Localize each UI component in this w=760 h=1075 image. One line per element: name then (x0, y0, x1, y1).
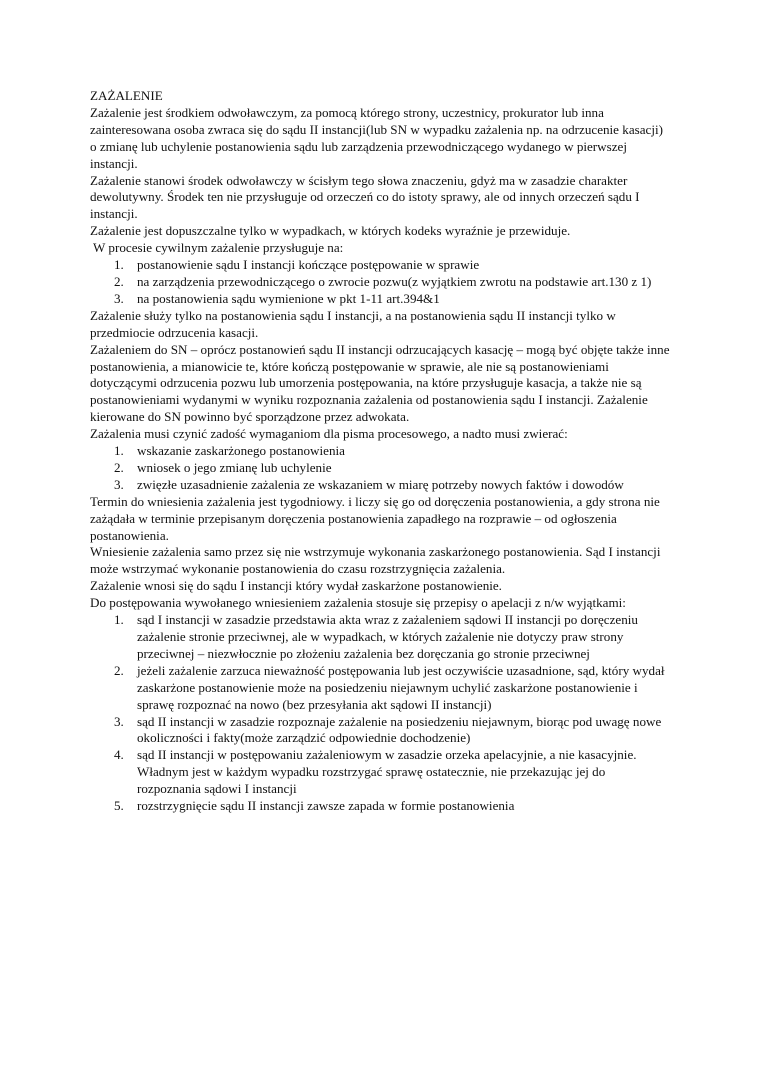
list-text: postanowienie sądu I instancji kończące postępowanie w sprawie (137, 257, 480, 273)
list-text: wniosek o jego zmianę lub uchylenie (137, 459, 332, 475)
list-item (90, 747, 670, 798)
list-item (90, 291, 670, 308)
list-number: 3. (114, 476, 124, 492)
document-page (90, 88, 670, 815)
paragraph-scope: Zażalenie służy tylko na postanowienia sądu I instancji, a na postanowienia sądu II instancji tylko w przedmiocie odrzucenia kasacji. (90, 307, 616, 340)
paragraph-supreme-court: Zażaleniem do SN – oprócz postanowień sądu II instancji odrzucających kasację – mogą być objęte także inne postanowienia, a mianowicie te, które kończą postępowanie w sprawie, ale nie są postanowieniami dotyczącymi odrzucenia pozwu lub umorzenia postępowania, na które przysługuje kasacja, a także nie są postanowieniami wydanymi w wyniku rozpoznania zażalenia od postanowienia sądu I instancji. Zażalenie kierowane do SN powinno być sporządzone przez adwokata. (90, 341, 670, 425)
list-item (90, 798, 670, 815)
list-text: sąd I instancji w zasadzie przedstawia akta wraz z zażaleniem sądowi II instancji po doręczeniu zażalenie stronie przeciwnej, ale w wypadkach, w których zażalenie nie dotyczy praw strony przeciwnej – niezwłocznie po złożeniu zażalenia bez doręczania go stronie przeciwnej (137, 612, 638, 661)
list-requirements (90, 443, 670, 494)
list-item (90, 257, 670, 274)
paragraph-filing: Zażalenie wnosi się do sądu I instancji który wydał zaskarżone postanowienie. (90, 578, 502, 594)
list-item (90, 612, 670, 663)
document-title: ZAŻALENIE (90, 88, 163, 103)
paragraph-suspension: Wniesienie zażalenia samo przez się nie wstrzymuje wykonania zaskarżonego postanowienia. Sąd I instancji może wstrzymać wykonanie postanowienia do czasu rozstrzygnięcia zażalenia. (90, 544, 661, 577)
list-appealable-decisions (90, 257, 670, 308)
list-number: 1. (114, 612, 124, 628)
list-item (90, 460, 670, 477)
list-number: 5. (114, 798, 124, 814)
list-item (90, 443, 670, 460)
list-item (90, 714, 670, 748)
list-number: 3. (114, 290, 124, 306)
paragraph-civil-process-intro: W procesie cywilnym zażalenie przysługuje na: (90, 240, 344, 256)
list-text: zwięzłe uzasadnienie zażalenia ze wskazaniem w miarę potrzeby nowych faktów i dowodów (137, 476, 624, 492)
list-number: 2. (114, 273, 124, 289)
list-item (90, 477, 670, 494)
list-item (90, 274, 670, 291)
list-number: 4. (114, 747, 124, 763)
list-number: 1. (114, 257, 124, 273)
list-text: na postanowienia sądu wymienione w pkt 1-11 art.394&1 (137, 290, 440, 306)
list-number: 2. (114, 662, 124, 678)
paragraph-character: Zażalenie stanowi środek odwoławczy w ścisłym tego słowa znaczeniu, gdyż ma w zasadzie charakter dewolutywny. Środek ten nie przysługuje od orzeczeń co do istoty sprawy, ale od innych orzeczeń sądu I instancji. (90, 172, 640, 222)
list-item (90, 663, 670, 714)
list-number: 1. (114, 443, 124, 459)
list-text: wskazanie zaskarżonego postanowienia (137, 443, 345, 459)
paragraph-definition: Zażalenie jest środkiem odwoławczym, za pomocą którego strony, uczestnicy, prokurator lub inna zainteresowana osoba zwraca się do sądu II instancji(lub SN w wypadku zażalenia np. na odrzucenie kasacji) o zmianę lub uchylenie postanowienia sądu lub zarządzenia przewodniczącego wydanego w pierwszej instancji. (90, 104, 663, 171)
list-text: sąd II instancji w zasadzie rozpoznaje zażalenie na posiedzeniu niejawnym, biorąc pod uwagę nowe okoliczności i fakty(może zarządzić odpowiednie dochodzenie) (137, 713, 662, 746)
list-text: sąd II instancji w postępowaniu zażaleniowym w zasadzie orzeka apelacyjnie, a nie kasacyjnie. Władnym jest w każdym wypadku rozstrzygać sprawę ostatecznie, nie przekazując jej do rozpoznania sądowi I instancji (137, 747, 637, 797)
list-text: jeżeli zażalenie zarzuca nieważność postępowania lub jest oczywiście uzasadnione, sąd, który wydał zaskarżone postanowienie może na posiedzeniu niejawnym uchylić zaskarżone postanowienie i sprawę rozpoznać na nowo (bez przesyłania akt sądowi II instancji) (137, 662, 665, 712)
paragraph-requirements: Zażalenia musi czynić zadość wymaganiom dla pisma procesowego, a nadto musi zwierać: (90, 426, 568, 442)
list-number: 2. (114, 459, 124, 475)
list-text: na zarządzenia przewodniczącego o zwrocie pozwu(z wyjątkiem zwrotu na podstawie art.130 z 1) (137, 273, 652, 289)
paragraph-deadline: Termin do wniesienia zażalenia jest tygodniowy. i liczy się go od doręczenia postanowienia, a gdy strona nie zażądała w terminie przepisanym doręczenia postanowienia zapadłego na rozprawie – od ogłoszenia postanowienia. (90, 493, 660, 543)
paragraph-procedure: Do postępowania wywołanego wniesieniem zażalenia stosuje się przepisy o apelacji z n/w wyjątkami: (90, 595, 626, 611)
list-exceptions (90, 612, 670, 815)
paragraph-admissibility: Zażalenie jest dopuszczalne tylko w wypadkach, w których kodeks wyraźnie je przewiduje. (90, 223, 571, 239)
list-text: rozstrzygnięcie sądu II instancji zawsze zapada w formie postanowienia (137, 798, 515, 814)
list-number: 3. (114, 713, 124, 729)
